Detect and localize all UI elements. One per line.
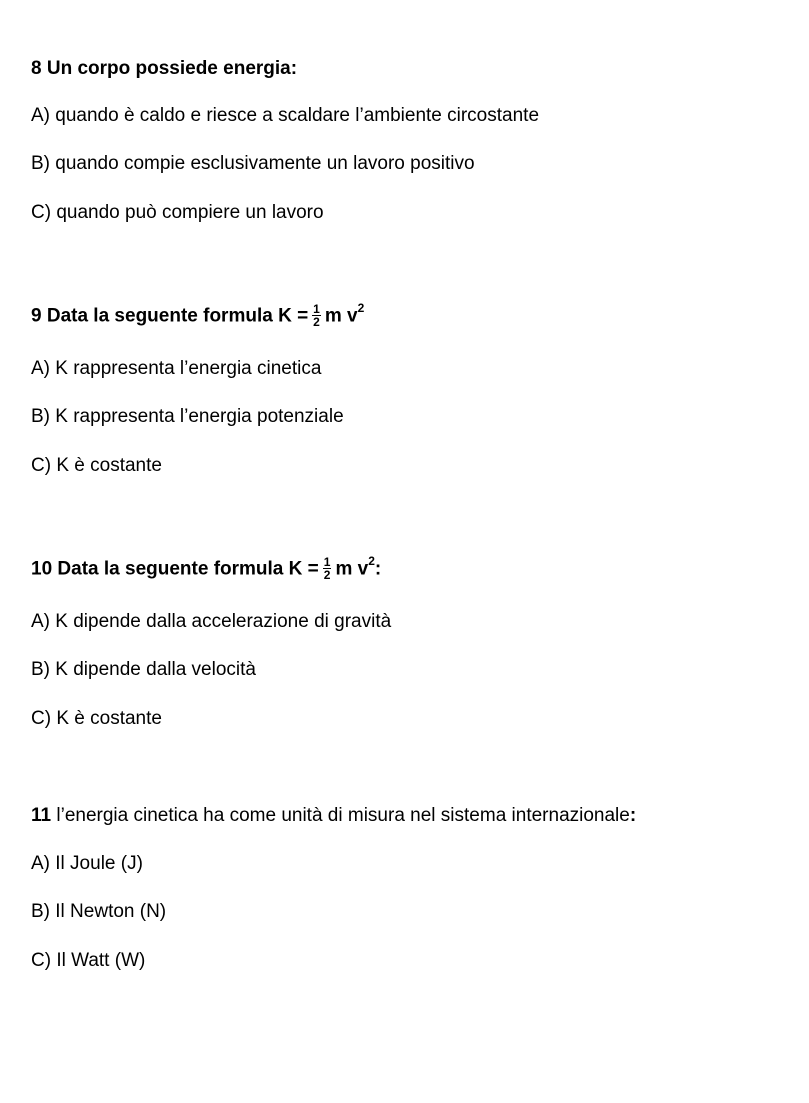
question-9-option-c: C) K è costante [31, 455, 162, 476]
question-10-option-a: A) K dipende dalla accelerazione di gravità [31, 611, 392, 632]
question-8-option-b: B) quando compie esclusivamente un lavoro positivo [31, 153, 475, 174]
fraction-numerator: 1 [313, 302, 320, 316]
question-10-suffix: : [374, 558, 382, 580]
question-11-title [31, 805, 636, 827]
question-10-prefix: 10 Data la seguente formula K = [31, 558, 319, 580]
question-10-fraction [323, 556, 332, 581]
question-9-prefix: 9 Data la seguente formula K = [31, 305, 309, 327]
question-10-formula-mid: m v [335, 558, 369, 580]
question-11-number: 11 [31, 805, 52, 826]
question-10-title [31, 554, 382, 582]
question-9-formula-mid: m v [324, 305, 358, 327]
question-11-option-c: C) Il Watt (W) [31, 950, 146, 971]
question-10-exponent: 2 [368, 554, 375, 569]
question-8-title: 8 Un corpo possiede energia: [31, 58, 298, 79]
question-9-fraction [312, 303, 321, 328]
question-11-option-a: A) Il Joule (J) [31, 853, 143, 874]
question-10-option-c: C) K è costante [31, 708, 162, 729]
question-9-option-b: B) K rappresenta l’energia potenziale [31, 406, 344, 427]
fraction-denominator: 2 [323, 568, 331, 582]
question-10-option-b: B) K dipende dalla velocità [31, 659, 256, 680]
question-9-title [31, 301, 365, 329]
question-9-exponent: 2 [357, 301, 365, 316]
question-8-option-c: C) quando può compiere un lavoro [31, 202, 324, 223]
question-9-option-a: A) K rappresenta l’energia cinetica [31, 358, 322, 379]
fraction-denominator: 2 [313, 315, 320, 329]
question-11-text: l’energia cinetica ha come unità di misura nel sistema internazionale [51, 805, 630, 826]
question-11-colon: : [629, 805, 637, 826]
question-11-option-b: B) Il Newton (N) [31, 901, 167, 922]
question-8-option-a: A) quando è caldo e riesce a scaldare l’ambiente circostante [31, 105, 540, 126]
fraction-numerator: 1 [323, 555, 331, 569]
